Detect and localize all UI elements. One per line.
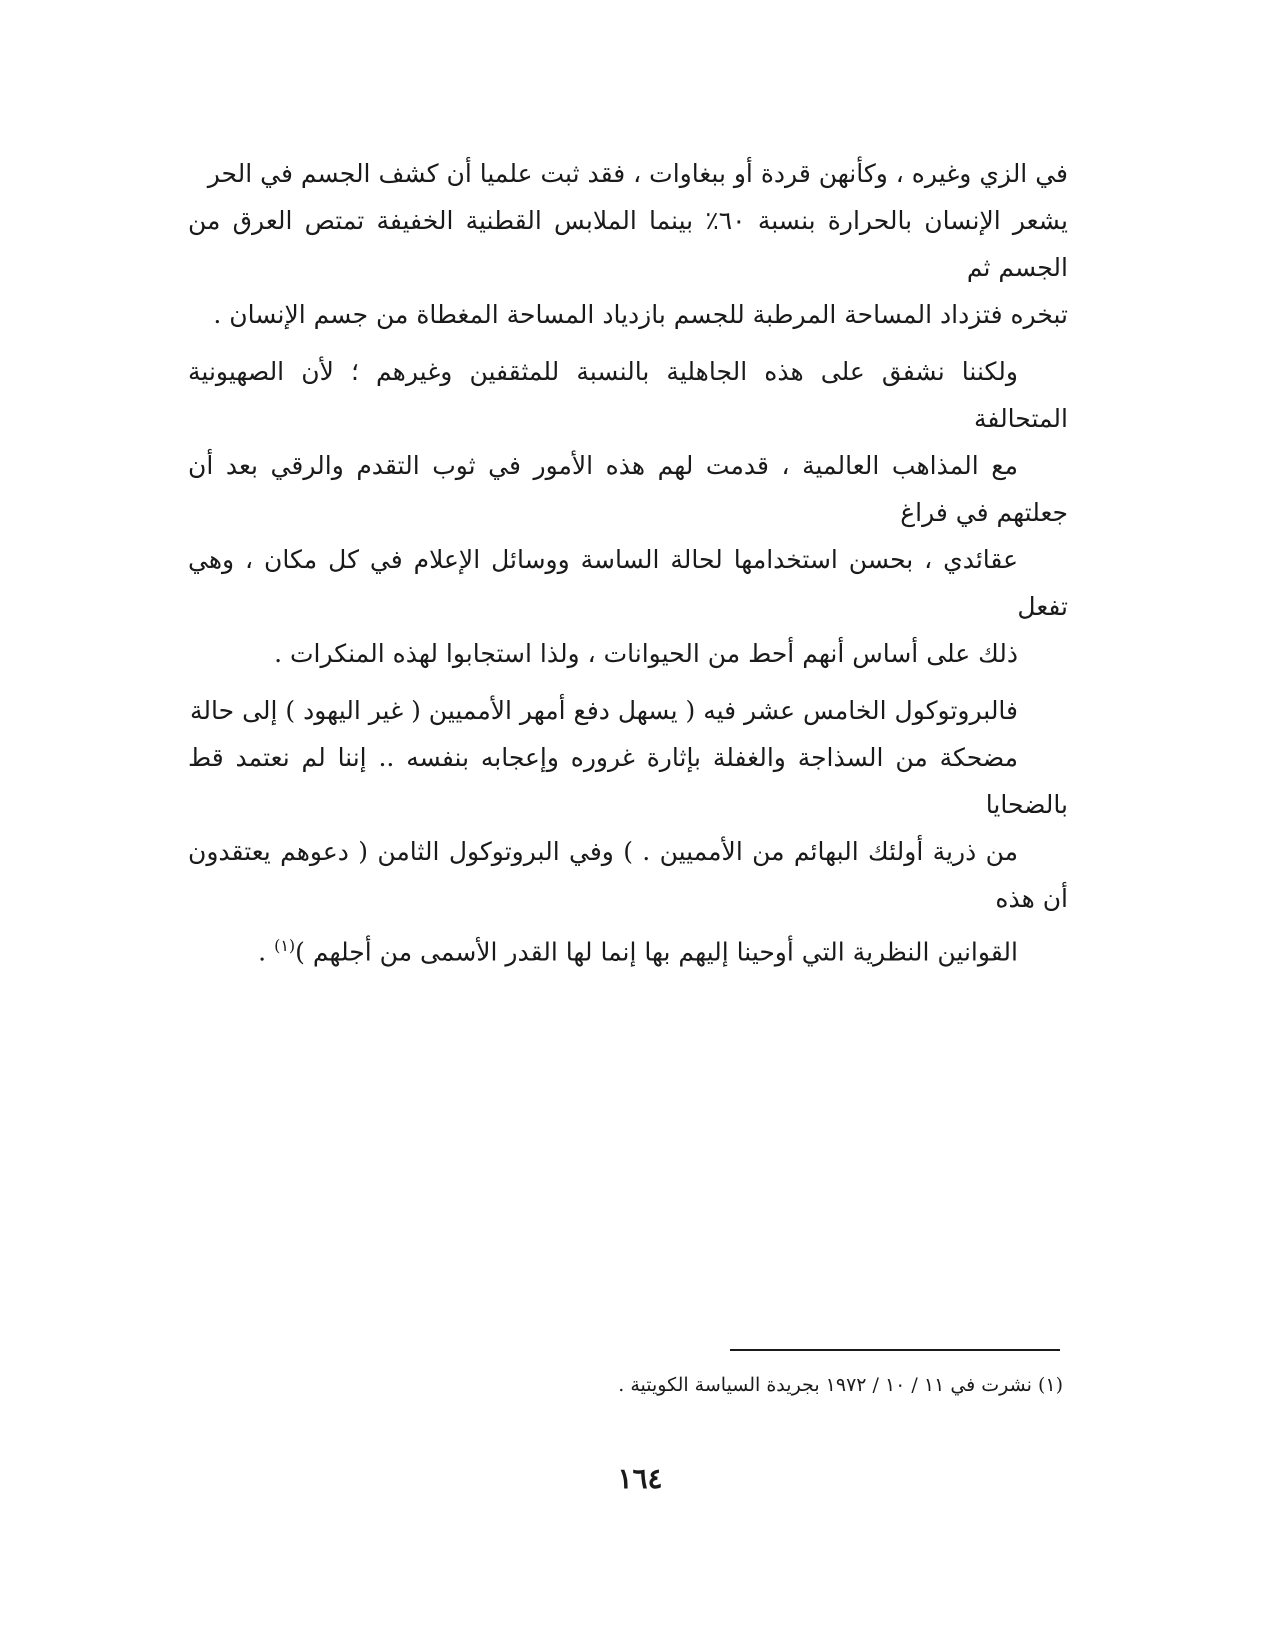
footnote: (١) نشرت في ١١ / ١٠ / ١٩٧٢ بجريدة السياسة الكويتية . [618, 1374, 1063, 1396]
footnote-divider [730, 1349, 1060, 1351]
text-line: القوانين النظرية التي أوحينا إليهم بها إنما لها القدر الأسمى من أجلهم ) [295, 937, 1018, 967]
text-line: عقائدي ، بحسن استخدامها لحالة الساسة ووسائل الإعلام في كل مكان ، وهي تفعل [188, 545, 1068, 621]
text-line: مضحكة من السذاجة والغفلة بإثارة غروره وإعجابه بنفسه .. إننا لم نعتمد قط بالضحايا [188, 743, 1068, 819]
text-line: من ذرية أولئك البهائم من الأمميين . ) وفي البروتوكول الثامن ( دعوهم يعتقدون أن هذه [188, 837, 1068, 913]
text-line: مع المذاهب العالمية ، قدمت لهم هذه الأمور في ثوب التقدم والرقي بعد أن جعلتهم في فراغ [188, 451, 1068, 527]
text-line: فالبروتوكول الخامس عشر فيه ( يسهل دفع أمهر الأمميين ( غير اليهود ) إلى حالة [190, 696, 1018, 725]
text-line: في الزي وغيره ، وكأنهن قردة أو ببغاوات ، فقد ثبت علميا أن كشف الجسم في الحر [207, 159, 1068, 188]
text-line: يشعر الإنسان بالحرارة بنسبة ٦٠٪ بينما الملابس القطنية الخفيفة تمتص العرق من الجسم ثم [188, 206, 1068, 282]
text-line-last [188, 922, 1068, 975]
text-line: ذلك على أساس أنهم أحط من الحيوانات ، ولذا استجابوا لهذه المنكرات . [274, 639, 1018, 668]
trailing-punctuation: . [258, 937, 275, 967]
paragraph-1 [188, 150, 1068, 338]
footnote-marker[interactable]: (١) [274, 936, 296, 955]
paragraph-3 [188, 687, 1068, 975]
page-number: ١٦٤ [617, 1462, 663, 1495]
text-line: ولكننا نشفق على هذه الجاهلية بالنسبة للمثقفين وغيرهم ؛ لأن الصهيونية المتحالفة [188, 357, 1068, 433]
paragraph-2 [188, 348, 1068, 677]
text-line: تبخره فتزداد المساحة المرطبة للجسم بازدياد المساحة المغطاة من جسم الإنسان . [213, 300, 1068, 329]
body-text [188, 150, 1068, 985]
